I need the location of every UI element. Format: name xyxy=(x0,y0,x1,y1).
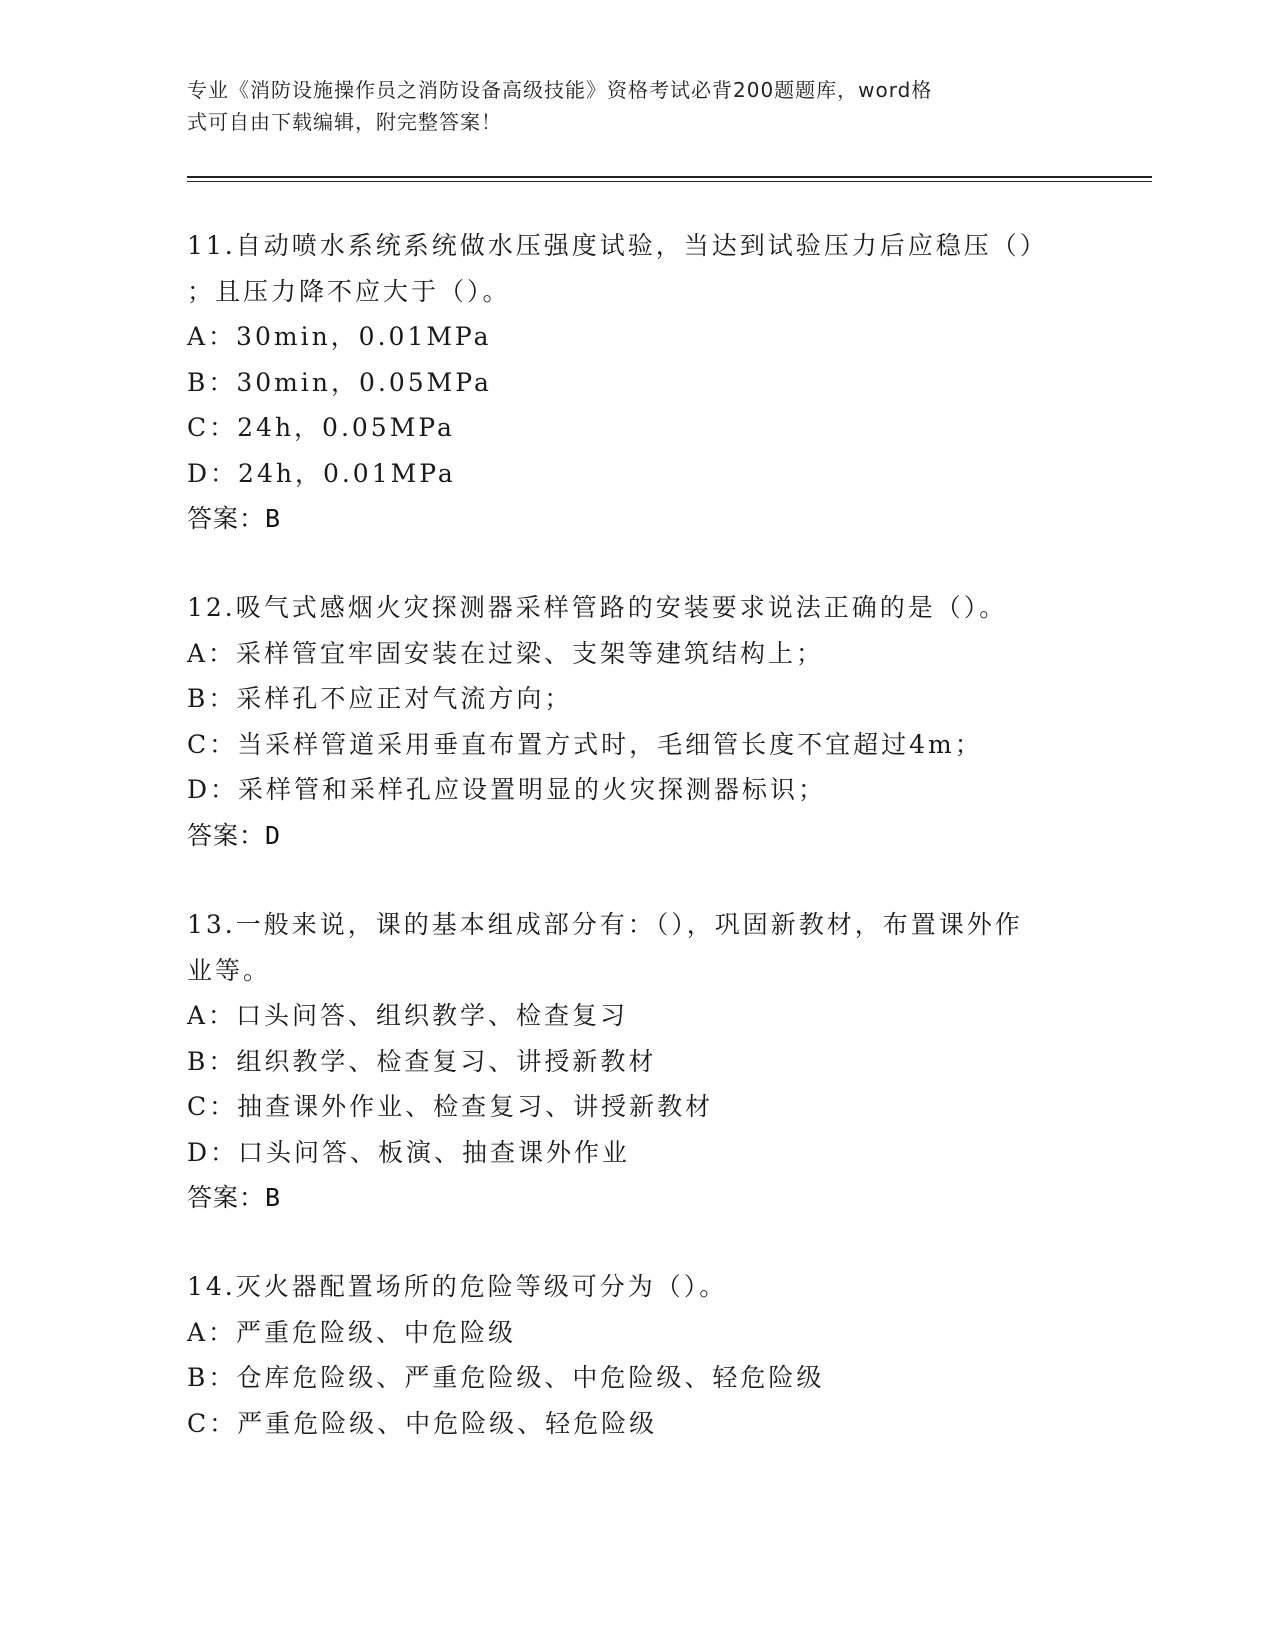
answer-value: B xyxy=(265,1183,282,1212)
question-13 xyxy=(187,902,1087,1221)
option-b: B：采样孔不应正对气流方向； xyxy=(187,684,573,713)
option-a: A：口头问答、组织教学、检查复习 xyxy=(187,1001,629,1030)
question-12 xyxy=(187,585,1087,858)
option-c: C：抽查课外作业、检查复习、讲授新教材 xyxy=(187,1092,714,1121)
question-stem-line: ；且压力降不应大于（）。 xyxy=(187,276,511,306)
option-b: B：仓库危险级、严重危险级、中危险级、轻危险级 xyxy=(187,1363,825,1392)
answer-value: B xyxy=(265,504,282,533)
option-c: C：严重危险级、中危险级、轻危险级 xyxy=(187,1408,658,1438)
answer-line xyxy=(187,813,1087,859)
option-a: A：采样管宜牢固安装在过梁、支架等建筑结构上； xyxy=(187,638,825,668)
header-line-2: 式可自由下载编辑，附完整答案！ xyxy=(187,110,502,134)
document-header xyxy=(187,74,1067,138)
question-11 xyxy=(187,223,1087,542)
option-a: A：30min，0.01MPa xyxy=(187,322,492,351)
question-stem-line: 14.灭火器配置场所的危险等级可分为（）。 xyxy=(187,1272,728,1301)
answer-line xyxy=(187,496,1087,542)
question-stem-line: 13.一般来说，课的基本组成部分有：（），巩固新教材，布置课外作 xyxy=(187,910,1023,939)
option-c: C：当采样管道采用垂直布置方式时，毛细管长度不宜超过4m； xyxy=(187,729,983,759)
answer-line xyxy=(187,1175,1087,1221)
question-stem-line: 12.吸气式感烟火灾探测器采样管路的安装要求说法正确的是（）。 xyxy=(187,593,1008,622)
question-14 xyxy=(187,1264,1087,1446)
question-stem-line: 11.自动喷水系统系统做水压强度试验，当达到试验压力后应稳压（） xyxy=(187,231,1048,260)
answer-label: 答案： xyxy=(187,504,266,533)
answer-value: D xyxy=(265,820,282,850)
option-a: A：严重危险级、中危险级 xyxy=(187,1317,517,1347)
answer-label: 答案： xyxy=(187,820,266,850)
option-b: B：30min，0.05MPa xyxy=(187,367,492,397)
option-d: D：24h，0.01MPa xyxy=(187,458,456,488)
answer-label: 答案： xyxy=(187,1183,266,1212)
option-b: B：组织教学、检查复习、讲授新教材 xyxy=(187,1046,657,1076)
header-line-1: 专业《消防设施操作员之消防设备高级技能》资格考试必背200题题库，word格 xyxy=(187,78,933,102)
header-divider xyxy=(187,176,1152,182)
question-stem-line: 业等。 xyxy=(187,955,272,985)
option-d: D：口头问答、板演、抽查课外作业 xyxy=(187,1137,631,1167)
option-c: C：24h，0.05MPa xyxy=(187,413,455,442)
option-d: D：采样管和采样孔应设置明显的火灾探测器标识； xyxy=(187,775,827,804)
